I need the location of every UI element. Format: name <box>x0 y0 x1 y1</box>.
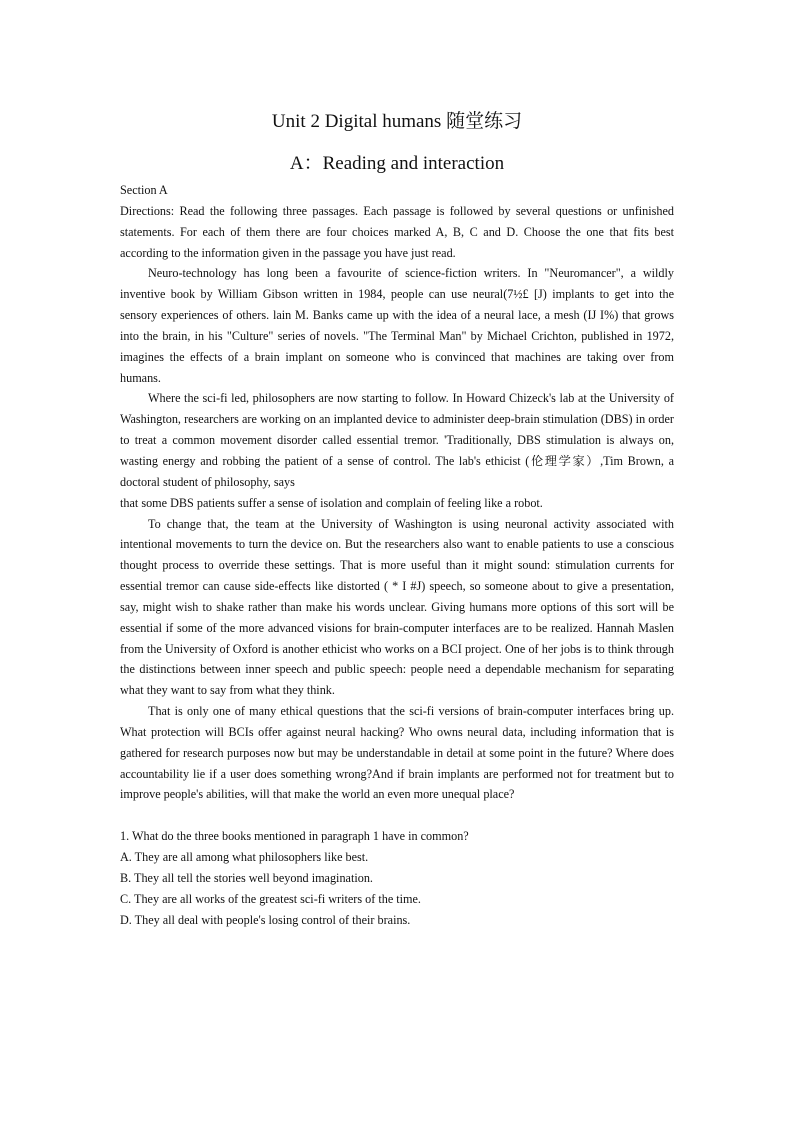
passage-paragraph-3: To change that, the team at the University of Washington is using neuronal activity associated with intentional movements to turn the device on. But the researchers also want to enable patients to use a conscious thought process to override these settings. That is more useful than it might sound: stimulation currents for essential tremor can cause side-effects like distorted ( * I #J) speech, so someone about to give a presentation, say, might wish to shake rather than make his words unclear. Giving humans more options of this sort will be essential if some of the more advanced visions for brain-computer interfaces are to be realized. Hannah Maslen from the University of Oxford is another ethicist who works on a BCI project. One of her jobs is to think through the distinctions between inner speech and public speech: people need a dependable mechanism for separating what they want to say from what they think. <box>120 516 674 698</box>
section-label: Section A <box>120 183 168 197</box>
passage-paragraph-4: That is only one of many ethical questions that the sci-fi versions of brain-computer interfaces bring up. What protection will BCIs offer against neural hacking? Who owns neural data, including information that is gathered for research purposes now but may be understandable in detail at some point in the future? Where does accountability lie if a user does something wrong?And if brain implants are performed not for treatment but to improve people's abilities, will that make the world an even more unequal place? <box>120 704 674 802</box>
passage-paragraph-1: Neuro-technology has long been a favourite of science-fiction writers. In "Neuromancer", a wildly inventive book by William Gibson written in 1984, people can use neural(7½£ [J) implants to get into the sensory experiences of others. lain M. Banks came up with the idea of a neural lace, a mesh (IJ I%) that grows into the brain, in his "Culture" series of novels. "The Terminal Man" by Michael Crichton, published in 1972, imagines the effects of a brain implant on someone who is convinced that machines are taking over from humans. <box>120 266 674 385</box>
spacer <box>120 805 674 826</box>
question-1-option-d: D. They all deal with people's losing control of their brains. <box>120 912 411 927</box>
page-title: Unit 2 Digital humans 随堂练习 <box>271 111 523 132</box>
document-body <box>120 180 674 930</box>
passage-paragraph-2: Where the sci-fi led, philosophers are now starting to follow. In Howard Chizeck's lab at the University of Washington, researchers are working on an implanted device to administer deep-brain stimulation (DBS) in order to treat a common movement disorder called essential tremor. 'Traditionally, DBS stimulation is always on, wasting energy and robbing the patient of a sense of control. The lab's ethicist (伦理学家）,Tim Brown, a doctoral student of philosophy, says <box>120 391 674 489</box>
directions-text: Directions: Read the following three passages. Each passage is followed by several questions or unfinished statements. For each of them there are four choices marked A, B, C and D. Choose the one that fits best according to the information given in the passage you have just read. <box>120 203 674 260</box>
question-1-option-c: C. They are all works of the greatest sci-fi writers of the time. <box>120 891 421 906</box>
question-1-stem: 1. What do the three books mentioned in paragraph 1 have in common? <box>120 829 469 844</box>
page-subtitle: A：Reading and interaction <box>289 153 505 174</box>
passage-paragraph-2-continued: that some DBS patients suffer a sense of isolation and complain of feeling like a robot. <box>120 495 543 510</box>
question-1-option-a: A. They are all among what philosophers like best. <box>120 850 369 864</box>
question-1-option-b: B. They all tell the stories well beyond imagination. <box>120 870 373 885</box>
